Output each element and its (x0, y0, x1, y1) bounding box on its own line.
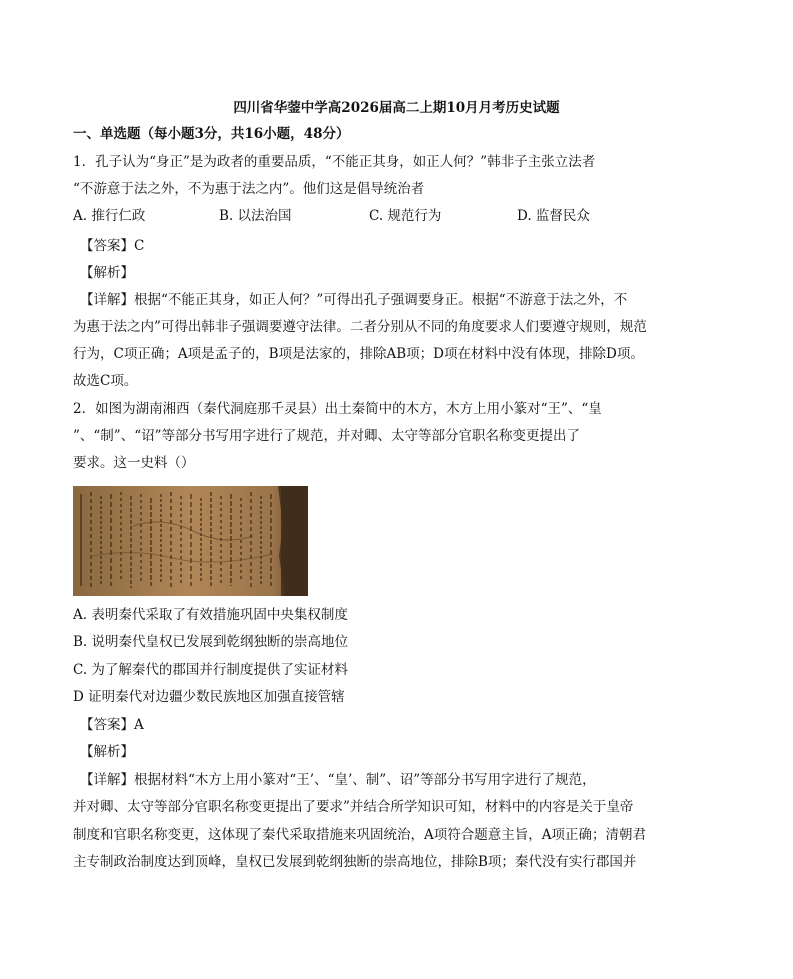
q1-answer: 【答案】C (80, 238, 145, 254)
q2-answer: 【答案】A (80, 717, 144, 733)
q1-stem-line-1: 1．孔子认为“身正”是为政者的重要品质，“不能正其身，如正人何？”韩非子主张立法者 (73, 154, 596, 170)
wooden-tablet-image (73, 486, 308, 596)
q2-option-a: A. 表明秦代采取了有效措施巩固中央集权制度 (73, 607, 348, 623)
q2-detail-line-1: 【详解】根据材料“木方上用小篆对“王’、“皇’、制”、诏”等部分书写用字进行了规范， (80, 772, 596, 788)
q2-option-b: B. 说明秦代皇权已发展到乾纲独断的崇高地位 (73, 634, 349, 650)
q1-detail-line-3: 行为，C项正确；A项是孟子的，B项是法家的，排除AB项；D项在材料中没有体现，排除D项。 (73, 346, 644, 362)
q2-option-c: C. 为了解秦代的郡国并行制度提供了实证材料 (73, 662, 348, 678)
q1-detail-line-2: 为惠于法之内”可得出韩非子强调要遵守法律。二者分别从不同的角度要求人们要遵守规则，规范 (73, 319, 647, 335)
q2-stem-line-2: ”、“制”、“诏”等部分书写用字进行了规范，并对卿、太守等部分官职名称变更提出了 (73, 428, 581, 444)
q2-detail-line-4: 主专制政治制度达到顶峰，皇权已发展到乾纲独断的崇高地位，排除B项；秦代没有实行郡国并 (73, 854, 637, 870)
qin-bamboo-slip-photo (73, 486, 308, 596)
q1-analysis-label: 【解析】 (80, 265, 134, 281)
document-title: 四川省华蓥中学高2026届高二上期10月月考历史试题 (233, 100, 560, 116)
q1-detail-line-1: 【详解】根据“不能正其身，如正人何？”可得出孔子强调要身正。根据“不游意于法之外，不 (80, 292, 628, 308)
q2-stem-line-1: 2．如图为湖南湘西（秦代洞庭那千灵县）出土秦简中的木方，木方上用小篆对“王”、“皇 (73, 401, 602, 417)
q2-option-d: D 证明秦代对边疆少数民族地区加强直接管辖 (73, 689, 345, 705)
q1-option-c: C. 规范行为 (369, 208, 442, 224)
q1-option-d: D. 监督民众 (517, 208, 590, 224)
section-heading: 一、单选题（每小题3分，共16小题，48分） (73, 126, 350, 142)
q2-detail-line-3: 制度和官职名称变更，这体现了秦代采取措施来巩固统治，A项符合题意主旨，A项正确；清朝君 (73, 827, 646, 843)
q1-detail-line-4: 故选C项。 (73, 373, 138, 389)
q1-option-a: A. 推行仁政 (73, 208, 146, 224)
q1-stem-line-2: “不游意于法之外，不为惠于法之内”。他们这是倡导统治者 (73, 181, 425, 197)
q2-analysis-label: 【解析】 (80, 744, 134, 760)
q1-option-b: B. 以法治国 (219, 208, 292, 224)
q2-detail-line-2: 并对卿、太守等部分官职名称变更提出了要求”并结合所学知识可知，材料中的内容是关于皇帝 (73, 799, 634, 815)
q2-stem-line-3: 要求。这一史料（） (73, 455, 195, 471)
